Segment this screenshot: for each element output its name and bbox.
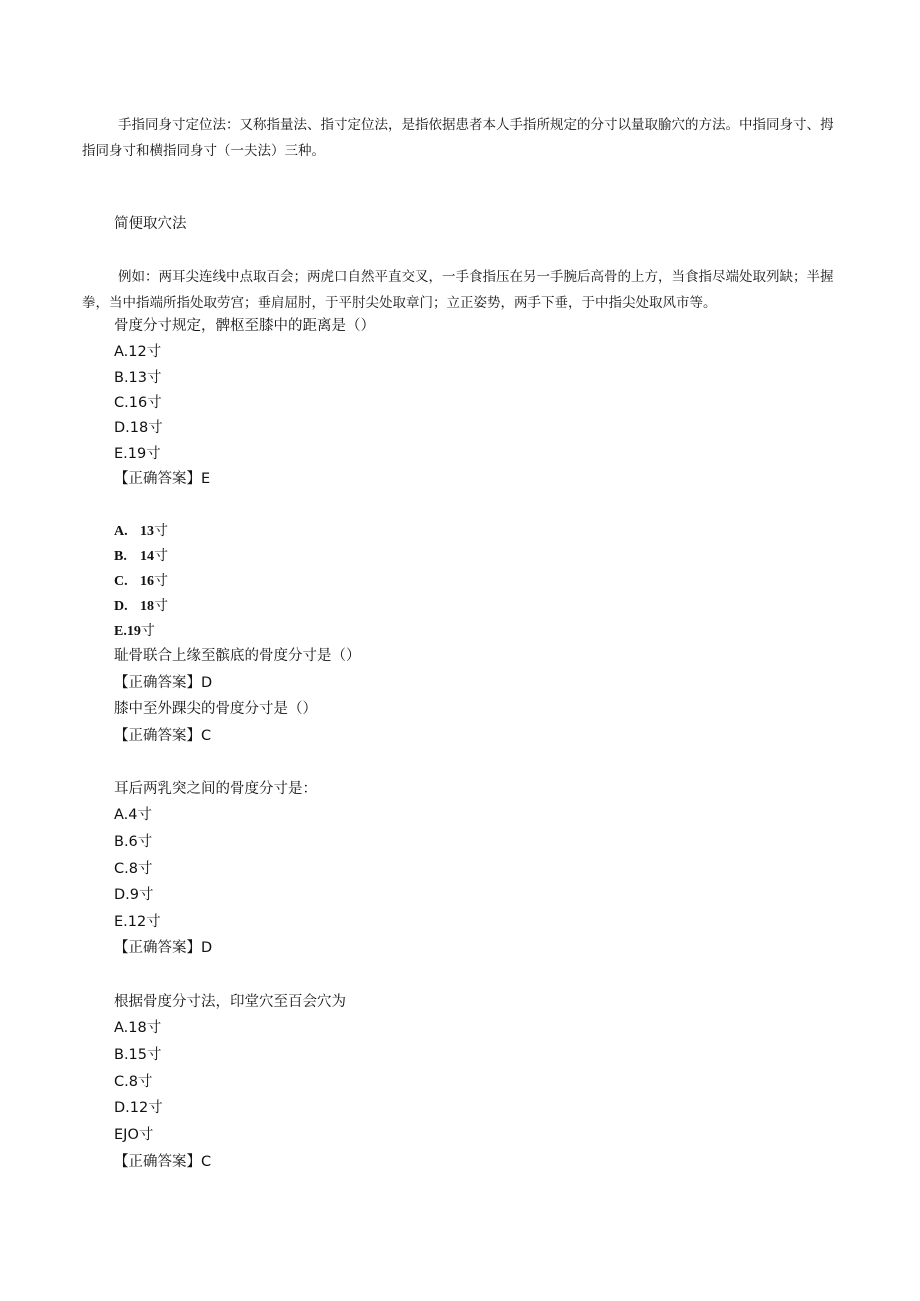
q1-option-b: B.13寸 — [114, 370, 162, 386]
q5-option-a: A.18寸 — [114, 1020, 162, 1036]
q2-option-c: C. 16寸 — [114, 574, 168, 589]
intro-paragraph: 手指同身寸定位法：又称指量法、指寸定位法，是指依据患者本人手指所规定的分寸以量取腧穴的方法。中指同身寸、拇指同身寸和横指同身寸（一夫法）三种。 — [82, 117, 834, 159]
q5-option-c: C.8寸 — [114, 1074, 153, 1090]
q2-option-d: D. 18寸 — [114, 599, 168, 614]
q4-option-b: B.6寸 — [114, 834, 153, 850]
q4-option-d: D.9寸 — [114, 887, 154, 903]
q5-option-b: B.15寸 — [114, 1047, 162, 1063]
q2-option-a: A. 13寸 — [114, 524, 168, 539]
q4-option-c: C.8寸 — [114, 861, 153, 877]
q5-option-e: EJO寸 — [114, 1127, 154, 1143]
q2-option-e: E.19寸 — [114, 624, 155, 639]
q1-answer: 【正确答案】E — [114, 471, 211, 487]
q1-option-e: E.19寸 — [114, 446, 161, 462]
question-4: 耳后两乳突之间的骨度分寸是： — [114, 781, 317, 797]
q3-answer: 【正确答案】C — [114, 728, 212, 744]
q5-option-d: D.12寸 — [114, 1100, 163, 1116]
q1-option-a: A.12寸 — [114, 344, 162, 360]
q1-option-c: C.16寸 — [114, 395, 162, 411]
q2-option-b: B. 14寸 — [114, 549, 168, 564]
q4-option-a: A.4寸 — [114, 807, 152, 823]
q5-answer: 【正确答案】C — [114, 1154, 212, 1170]
question-2: 耻骨联合上缘至髌底的骨度分寸是（） — [114, 648, 361, 664]
question-1: 骨度分寸规定，髀枢至膝中的距离是（） — [114, 318, 375, 334]
question-5: 根据骨度分寸法，印堂穴至百会穴为 — [114, 994, 346, 1010]
q4-answer: 【正确答案】D — [114, 940, 213, 956]
question-3: 膝中至外踝尖的骨度分寸是（） — [114, 701, 317, 717]
q4-option-e: E.12寸 — [114, 914, 161, 930]
section-heading: 简便取穴法 — [114, 216, 187, 232]
example-paragraph: 例如：两耳尖连线中点取百会；两虎口自然平直交叉，一手食指压在另一手腕后高骨的上方，当食指尽端处取列缺；半握拳，当中指端所指处取劳宫；垂肩屈肘，于平肘尖处取章门；立正姿势，两手下垂，于中指尖处取风市等。 — [82, 269, 834, 311]
q2-answer: 【正确答案】D — [114, 675, 213, 691]
q1-option-d: D.18寸 — [114, 420, 163, 436]
